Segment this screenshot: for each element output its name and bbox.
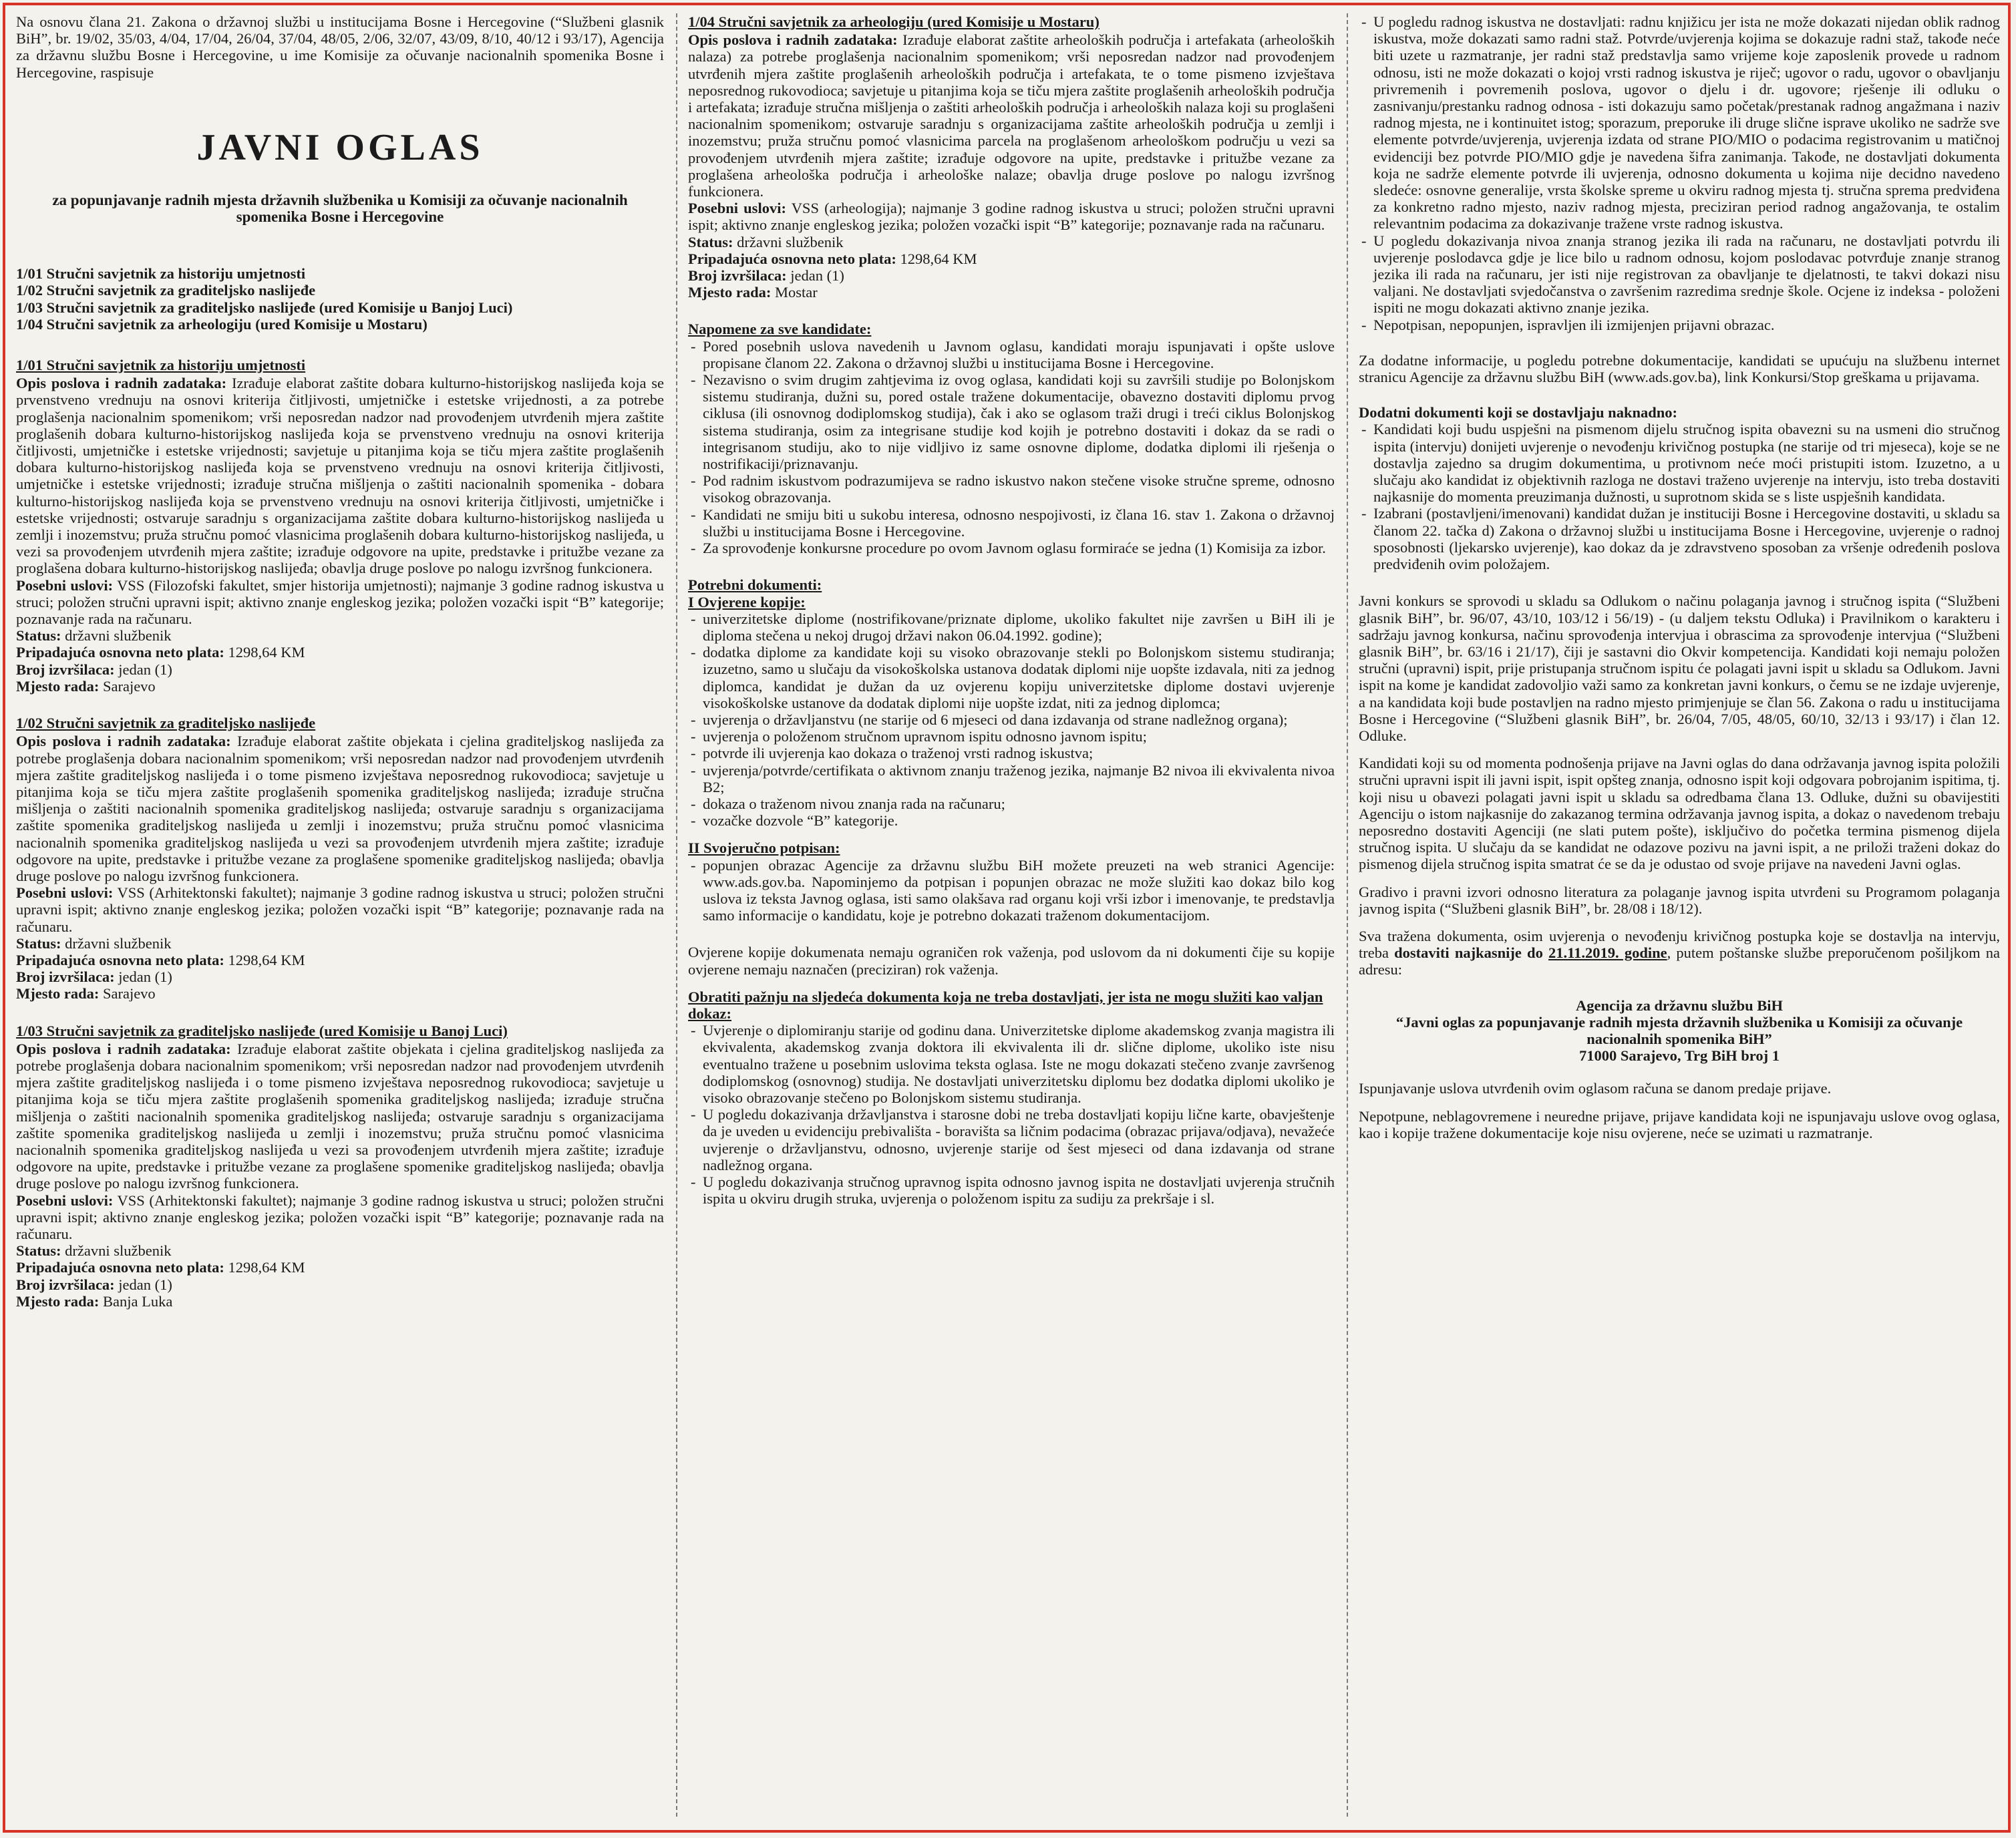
position-count bbox=[16, 1276, 664, 1293]
label-plata: Pripadajuća osnovna neto plata: bbox=[16, 951, 224, 968]
position-description bbox=[16, 1041, 664, 1192]
list-item: - popunjen obrazac Agencije za državnu službu BiH možete preuzeti na web stranici Agencije: www.ads.gov.ba. Napominjemo da potpisan i popunjen obrazac ne može služiti kao dokaz bilo kog uslova iz teksta Javnog oglasa, isti samo olakšava rad organu koji vrši izbor i imenovanje, te predstavlja samo informacije o kandidatu, koje je potrebno dokazati traženom dokumentacijom. bbox=[703, 857, 1335, 924]
position-status bbox=[16, 627, 664, 644]
additional-documents-section bbox=[1359, 404, 2000, 572]
position-heading: 1/02 Stručni savjetnik za graditeljsko naslijeđe bbox=[16, 715, 316, 732]
position-status bbox=[16, 1242, 664, 1259]
status-value: državni službenik bbox=[737, 233, 844, 250]
count-value: jedan (1) bbox=[790, 267, 844, 285]
position-location bbox=[16, 1293, 664, 1310]
signed-form-list bbox=[688, 857, 1335, 924]
position-salary bbox=[16, 644, 664, 661]
column-3 bbox=[1359, 13, 2000, 1817]
count-value: jedan (1) bbox=[118, 661, 172, 678]
salary-value: 1298,64 KM bbox=[228, 1259, 305, 1276]
literature-paragraph: Gradivo i pravni izvori odnosno literatura za polaganje javnog ispita utvrđeni su Programom polaganja javnog ispita (“Službeni glasnik BiH”, br. 28/08 i 18/12). bbox=[1359, 883, 2000, 917]
position-salary bbox=[16, 952, 664, 968]
list-item: - uvjerenja/potvrde/certifikata o aktivnom znanju traženog jezika, najmanje B2 nivoa ili ekvivalenta nivoa B2; bbox=[703, 762, 1335, 795]
column-divider bbox=[676, 13, 677, 1817]
attention-list bbox=[688, 1022, 1335, 1207]
documents-heading: Potrebni dokumenti: bbox=[688, 576, 822, 594]
position-1-03 bbox=[16, 1023, 664, 1310]
position-1-04 bbox=[688, 13, 1335, 301]
position-salary bbox=[688, 250, 1335, 267]
list-item: - vozačke dozvole “B” kategorije. bbox=[703, 812, 1335, 829]
positions-list-item: 1/01 Stručni savjetnik za historiju umjetnosti bbox=[16, 265, 306, 283]
position-description bbox=[688, 31, 1335, 200]
position-requirements bbox=[688, 200, 1335, 233]
documents-section bbox=[688, 576, 1335, 924]
positions-list bbox=[16, 265, 664, 333]
address-line: “Javni oglas za popunjavanje radnih mjesta državnih službenika u Komisiji za očuvanje nacionalnih spomenika BiH” bbox=[1395, 1013, 1963, 1047]
position-heading: 1/03 Stručni savjetnik za graditeljsko naslijeđe (ured Komisije u Banoj Luci) bbox=[16, 1022, 508, 1039]
list-item: - Pored posebnih uslova navedenih u Javnom oglasu, kandidati moraju ispunjavati i opšte uslove propisane članom 22. Zakona o državnoj službi u institucijama Bosne i Hercegovine. bbox=[703, 338, 1335, 371]
location-value: Banja Luka bbox=[102, 1292, 173, 1310]
rejection-paragraph: Nepotpune, neblagovremene i neuredne prijave, prijave kandidata koji ne ispunjavaju uslove ovog oglasa, kao i kopije tražene dokumentacije koje nisu ovjerene, neće se uzimati u razmatranje. bbox=[1359, 1107, 2000, 1141]
requirements-text: VSS (arheologija); najmanje 3 godine radnog iskustva u struci; položen stručni upravni ispit; aktivno znanje engleskog jezika; položen vozački ispit “B” kategorije; poznavanje rada na računaru. bbox=[688, 200, 1335, 234]
certified-copies-list bbox=[688, 610, 1335, 830]
position-count bbox=[688, 267, 1335, 284]
label-plata: Pripadajuća osnovna neto plata: bbox=[688, 250, 896, 267]
position-heading: 1/01 Stručni savjetnik za historiju umjetnosti bbox=[16, 357, 306, 374]
column-2 bbox=[688, 13, 1335, 1817]
position-1-01 bbox=[16, 357, 664, 695]
attention-list-continued bbox=[1359, 13, 2000, 333]
column-1 bbox=[16, 13, 664, 1817]
description-text: Izrađuje elaborat zaštite objekata i cjelina graditeljskog naslijeđa za potrebe proglašenja dobara nacionalnim spomenikom; vrši neposredan nadzor nad provođenjem utvrđenih mjera zaštite graditeljskog naslijeđa i o tome pismeno izvještava neposrednog rukovodioca; savjetuje u pitanjima koja se tiču mjera zaštite proglašenih spomenika graditeljskog naslijeđa; izrađuje stručna mišljenja o zaštiti nacionalnih spomenika graditeljskog naslijeđa; ostvaruje saradnju s organizacijama zaštite spomenika graditeljskog naslijeđa u zemlji i inozemstvu; pruža stručnu pomoć vlasnicima nacionalnih spomenika graditeljskog naslijeđa u vezi sa provođenjem utvrđenih mjera zaštite; izrađuje odgovore na upite, predstavke i pritužbe vezane za proglašene spomenike graditeljskog naslijeđa; obavlja druge poslove po nalogu izvršnog funkcionera. bbox=[16, 1040, 664, 1192]
list-item: - U pogledu radnog iskustva ne dostavljati: radnu knjižicu jer ista ne može dokazati nijedan oblik radnog iskustva, može dokazati samo radni staž. Potvrde/uvjerenja kojima se dokazuje radni staž, takođe neće biti uzete u razmatranje, jer radni staž predstavlja samo vrijeme koje zaposlenik provede u radnom odnosu, isti ne može dokazati o kojoj vrsti radnog iskustva je riječ; ugovor o radu, ugovor o obavljanju privremenih i povremenih poslova, ugovor o djelu i dr. ugovore; rješenje ili odluku o zasnivanju/prestanku radnog odnosa - isti dokazuju samo početak/prestanak radnog angažmana i naziv radnog mjesta, ne i kontinuitet istog; sporazum, preporuke ili druge slične isprave ukoliko ne sadrže sve elemente potvrde/uvjerenja, uvjerenja izdata od strane PIO/MIO o podacima registrovanim u matičnoj evidenciji bez potvrde PIO/MIO gdje je navedena šifra zanimanja. Takođe, ne dostavljati dokumenta koja ne sadrže elemente potvrde ili uvjerenja, odnosno dokumenta u kojima nije decidno navedeno sledeće: osnovne generalije, vrsta školske spreme u okviru radnog mjesta tj. stručna sprema predviđena za konkretno radno mjesto, naziv radnog mjesta, preciziran period radnog angažovanja, te ostalim relevantnim podacima za dokazivanje tražene vrste radnog iskustva. bbox=[1373, 13, 2000, 232]
description-text: Izrađuje elaborat zaštite dobara kulturno-historijskog naslijeđa koja se prvenstveno vrednuju na osnovi kriterija čitljivosti, umjetničke i estetske vrijednosti, a za potrebe proglašenja nacionalnim spomenikom; vrši neposredan nadzor nad provođenjem utvrđenih mjera zaštite proglašenih dobara kulturno-historijskog naslijeđa koja se prvenstveno vrednuju na osnovi kriterija čitljivosti, umjetničke i estetske vrijednosti; savjetuje u pitanjima koja se tiču mjera zaštite proglašenih dobara kulturno-historijskog naslijeđa koja se prvenstveno vrednuju na osnovi kriterija čitljivosti, umjetničke i estetske vrijednosti; izrađuje stručna mišljenja o zaštiti nacionalnih spomenika - dobara kulturno-historijskog naslijeđa koja se prvenstveno vrednuju na osnovi kriterija čitljivosti, umjetničke i estetske vrijednosti; ostvaruje saradnju s organizacijama zaštite dobara kulturno-historijskog naslijeđa u zemlji i inozemstvu; pruža stručnu pomoć vlasnicima proglašenih dobara kulturno-historijskog naslijeđa, u vezi sa provođenjem utvrđenih mjera zaštite; izrađuje odgovore na upite, predstavke i pritužbe vezane za proglašena dobara kulturno-historijskog naslijeđa; obavlja druge poslove po nalogu izvršnog funkcionera. bbox=[16, 375, 664, 577]
position-requirements bbox=[16, 1192, 664, 1243]
positions-list-item: 1/03 Stručni savjetnik za graditeljsko naslijeđe (ured Komisije u Banjoj Luci) bbox=[16, 299, 513, 316]
list-item: - Za sprovođenje konkursne procedure po ovom Javnom oglasu formiraće se jedna (1) Komisija za izbor. bbox=[703, 540, 1335, 556]
signed-form-heading: II Svojeručno potpisan: bbox=[688, 840, 840, 857]
location-value: Sarajevo bbox=[102, 985, 156, 1002]
certified-copies-heading: I Ovjerene kopije: bbox=[688, 593, 806, 610]
description-text: Izrađuje elaborat zaštite objekata i cjelina graditeljskog naslijeđa za potrebe proglašenja dobara nacionalnim spomenikom; vrši neposredan nadzor nad provođenjem utvrđenih mjera zaštite graditeljskog naslijeđa i o tome pismeno izvještava neposrednog rukovodioca; savjetuje u pitanjima koja se tiču mjera zaštite proglašenih spomenika graditeljskog naslijeđa; izrađuje stručna mišljenja o zaštiti nacionalnih spomenika graditeljskog naslijeđa; ostvaruje saradnju s organizacijama zaštite spomenika graditeljskog naslijeđa u zemlji i inozemstvu; pruža stručnu pomoć vlasnicima nacionalnih spomenika graditeljskog naslijeđa u vezi sa provođenjem utvrđenih mjera zaštite; izrađuje odgovore na upite, predstavke i pritužbe vezane za proglašene spomenike graditeljskog naslijeđa; obavlja druge poslove po nalogu izvršnog funkcionera. bbox=[16, 733, 664, 884]
position-description bbox=[16, 733, 664, 884]
notes-section bbox=[688, 321, 1335, 556]
label-mjesto: Mjesto rada: bbox=[16, 677, 100, 695]
positions-list-item: 1/04 Stručni savjetnik za arheologiju (ured Komisije u Mostaru) bbox=[16, 315, 428, 333]
label-status: Status: bbox=[16, 627, 61, 645]
deadline-bold: dostaviti najkasnije do bbox=[1394, 944, 1549, 962]
position-status bbox=[16, 935, 664, 952]
list-item: - dokaza o traženom nivou znanja rada na računaru; bbox=[703, 795, 1335, 812]
count-value: jedan (1) bbox=[118, 1276, 172, 1293]
count-value: jedan (1) bbox=[118, 968, 172, 986]
location-value: Sarajevo bbox=[102, 677, 156, 695]
position-status bbox=[688, 234, 1335, 250]
deadline-date: 21.11.2019. godine bbox=[1548, 944, 1667, 962]
label-broj: Broj izvršilaca: bbox=[16, 968, 115, 986]
attention-section bbox=[688, 988, 1335, 1208]
status-value: državni službenik bbox=[65, 627, 172, 645]
list-item: - Uvjerenje o diplomiranju starije od godinu dana. Univerzitetske diplome akademskog zvanja magistra ili ekvivalenta, akademskog zvanja doktora ili ekvivalenta ili dr. slične diplome, ukoliko iste nisu eventualno tražene u posebnim uslovima teksta oglasa. Iste ne mogu dokazati stečeno zvanje završenog dodiplomskog (osnovnog) studija. Ne dostavljati univerzitetsku diplomu bez dodatka diplomi ukoliko je visoko obrazovanje stečeno po Bolonjskom sistemu studiranja. bbox=[703, 1022, 1335, 1106]
salary-value: 1298,64 KM bbox=[228, 951, 305, 968]
position-1-02 bbox=[16, 715, 664, 1002]
position-requirements bbox=[16, 884, 664, 935]
label-opis: Opis poslova i radnih zadataka: bbox=[16, 1040, 231, 1057]
list-item: - U pogledu dokazivanja stručnog upravnog ispita odnosno javnog ispita ne dostavljati uvjerenja stručnih ispita u okviru drugih struka, uvjerenja o položenom ispitu za sudiju za prekršaje i sl. bbox=[703, 1173, 1335, 1207]
salary-value: 1298,64 KM bbox=[228, 644, 305, 661]
list-item: - Nezavisno o svim drugim zahtjevima iz ovog oglasa, kandidati koji su završili studije po Bolonjskom sistemu studiranja, dužni su, pored ostale tražene dokumentacije, obavezno dostaviti diplomu prvog ciklusa (ili osnovnog dodiplomskog studija), čak i ako se oglasom traži drugi i treći ciklus Bolonjskog sistema studiranja, osim za integrisane studije kod kojih je potrebno dostaviti i dokaz da se radi o integrisanom studiju, ako to nije vidljivo iz same osnovne diplome, dodatka diplomi ili rješenja o nostrifikaciji/priznavanju. bbox=[703, 371, 1335, 472]
location-value: Mostar bbox=[774, 284, 818, 301]
deadline-paragraph bbox=[1359, 928, 2000, 978]
salary-value: 1298,64 KM bbox=[900, 250, 977, 267]
status-value: državni službenik bbox=[65, 1242, 172, 1260]
candidates-paragraph: Kandidati koji su od momenta podnošenja prijave na Javni oglas do dana održavanja javnog ispita položili stručni upravni ispit ili javni ispit, ispit opšteg znanja, odnosno ispit koji odgovara pobrojanim ispitima, tj. koji nisu u obavezi polagati javni ispit u skladu sa odredbama člana 13. Odluke, dužni su obavijestiti Agenciju o istom najkasnije do zakazanog termina održavanja javnog ispita, a dokaz o navedenom trebaju neposredno dostaviti Agenciji (ne slati putem pošte), isključivo do početka termina pismenog dijela stručnog ispita. U slučaju da se kandidat ne odazove pozivu na javni ispit, a ne priloži traženi dokaz do pismenog dijela stručnog ispita smatrat će se da je odustao od svoje prijave na navedeni Javni oglas. bbox=[1359, 755, 2000, 873]
label-broj: Broj izvršilaca: bbox=[688, 267, 787, 285]
label-broj: Broj izvršilaca: bbox=[16, 1276, 115, 1293]
position-location bbox=[16, 985, 664, 1002]
deadline-text: Sva tražena dokumenta, osim uvjerenja o nevođenju krivičnog postupka koje se dostavlja na intervju, treba bbox=[1359, 927, 2000, 962]
label-uslovi: Posebni uslovi: bbox=[16, 884, 114, 902]
intro-paragraph: Na osnovu člana 21. Zakona o državnoj službi u institucijama Bosne i Hercegovine (“Službeni glasnik BiH”, br. 19/02, 35/03, 4/04, 17/04, 26/04, 37/04, 48/05, 2/06, 32/07, 43/09, 8/10, 40/12 i 93/17), Agencija za državnu službu Bosne i Hercegovine, u ime Komisije za očuvanje nacionalnih spomenika Bosne i Hercegovine, raspisuje bbox=[16, 13, 664, 81]
info-paragraph: Za dodatne informacije, u pogledu potrebne dokumentacije, kandidati se upućuju na službenu internet stranicu Agencije za državnu službu BiH (www.ads.gov.ba), link Konkursi/Stop greškama u prijavama. bbox=[1359, 351, 2000, 386]
list-item: - Kandidati ne smiju biti u sukobu interesa, odnosno nespojivosti, iz člana 16. stav 1. Zakona o državnoj službi u institucijama Bosne i Hercegovine. bbox=[703, 506, 1335, 540]
position-location bbox=[16, 678, 664, 695]
attention-heading: Obratiti pažnju na sljedeća dokumenta koja ne treba dostavljati, jer ista ne mogu služiti kao valjan dokaz: bbox=[688, 988, 1323, 1022]
list-item: - univerzitetske diplome (nostrifikovane/priznate diplome, ukoliko fakultet nije završen u BiH ili je diploma stečena u nekoj drugoj državi nakon 06.04.1992. godine); bbox=[703, 610, 1335, 644]
list-item: - potvrde ili uvjerenja kao dokaza o traženoj vrsti radnog iskustva; bbox=[703, 745, 1335, 761]
label-plata: Pripadajuća osnovna neto plata: bbox=[16, 1259, 224, 1276]
column-divider bbox=[1347, 13, 1348, 1817]
label-opis: Opis poslova i radnih zadataka: bbox=[16, 733, 231, 750]
label-mjesto: Mjesto rada: bbox=[16, 985, 100, 1002]
list-item: - U pogledu dokazivanja nivoa znanja stranog jezika ili rada na računaru, ne dostavljati potvrdu ili uvjerenje poslodavca gdje je lice bilo u radnom odnosu, kojom poslodavac potvrđuje znanje stranog jezika ili rada na računaru, jer isti nije registrovan za obavljanje te djelatnosti, te takvi dokazi nisu valjani. Ne dostavljati svjedočanstva o završenim razredima srednje škole. Ocjene iz indeksa - položeni ispiti ne mogu dokazati aktivno znanje jezika. bbox=[1373, 232, 2000, 317]
positions-list-item: 1/02 Stručni savjetnik za graditeljsko naslijeđe bbox=[16, 282, 316, 299]
label-plata: Pripadajuća osnovna neto plata: bbox=[16, 644, 224, 661]
list-item: - uvjerenja o državljanstvu (ne starije od 6 mjeseci od dana izdavanja od strane nadležnog organa); bbox=[703, 711, 1335, 728]
label-status: Status: bbox=[16, 1242, 61, 1260]
list-item: - U pogledu dokazivanja državljanstva i starosne dobi ne treba dostavljati kopiju lične karte, obavještenje da je uveden u evidenciju prebivališta - boravišta sa ličnim podacima (obrazac prijava/odjava), nevažeće uvjerenje o državljanstvu, odnosno, uvjerenje starije od šest mjeseci od dana izdavanja od strane nadležnog organa. bbox=[703, 1106, 1335, 1173]
position-heading: 1/04 Stručni savjetnik za arheologiju (ured Komisije u Mostaru) bbox=[688, 13, 1100, 30]
notes-heading: Napomene za sve kandidate: bbox=[688, 321, 872, 338]
address-line: Agencija za državnu službu BiH bbox=[1575, 996, 1784, 1014]
requirements-text: VSS (Arhitektonski fakultet); najmanje 3 godine radnog iskustva u struci; položen stručni upravni ispit; aktivno znanje engleskog jezika; položen vozački ispit “B” kategorije; poznavanje rada na računaru. bbox=[16, 1191, 664, 1242]
position-count bbox=[16, 661, 664, 678]
mailing-address bbox=[1359, 997, 2000, 1065]
document-subtitle: za popunjavanje radnih mjesta državnih službenika u Komisiji za očuvanje nacionalnih spomenika Bosne i Hercegovine bbox=[52, 191, 628, 226]
additional-documents-heading: Dodatni dokumenti koji se dostavljaju naknadno: bbox=[1359, 404, 1677, 421]
label-uslovi: Posebni uslovi: bbox=[688, 200, 786, 217]
list-item: - dodatka diplome za kandidate koji su visoko obrazovanje stekli po Bolonjskom sistemu studiranja; izuzetno, samo u slučaju da visokoškolska ustanova dodatak diplomi nije uopšte izdavala, niti za jednog diplomca, kandidat je dužan da uz ovjerenu kopiju univerzitetske diplome dostavi uvjerenje visokoškolske ustanove da dodatak diplomi nije uopšte izdat, niti za jednog diplomca; bbox=[703, 644, 1335, 711]
eligibility-paragraph: Ispunjavanje uslova utvrđenih ovim oglasom računa se danom predaje prijave. bbox=[1359, 1080, 1832, 1097]
label-broj: Broj izvršilaca: bbox=[16, 661, 115, 678]
requirements-text: VSS (Filozofski fakultet, smjer historija umjetnosti); najmanje 3 godine radnog iskustva u struci; položen stručni upravni ispit; aktivno znanje engleskog jezika; položen vozački ispit “B” kategorije; poznavanje rada na računaru. bbox=[16, 576, 664, 628]
status-value: državni službenik bbox=[65, 934, 172, 952]
document-title: JAVNI OGLAS bbox=[196, 126, 484, 168]
notes-list bbox=[688, 338, 1335, 557]
requirements-text: VSS (Arhitektonski fakultet); najmanje 3 godine radnog iskustva u struci; položen stručni upravni ispit; aktivno znanje engleskog jezika; položen vozački ispit “B” kategorije; poznavanje rada na računaru. bbox=[16, 884, 664, 935]
label-uslovi: Posebni uslovi: bbox=[16, 1191, 114, 1209]
list-item: - Izabrani (postavljeni/imenovani) kandidat dužan je instituciji Bosne i Hercegovine dostaviti, u skladu sa članom 22. tačka d) Zakona o državnoj službi u institucijama Bosne i Hercegovine, uvjerenje o radnoj sposobnosti (ljekarsko uvjerenje), kao dokaz da je zdravstveno sposoban za vršenje određenih poslova predviđenih ovim položajem. bbox=[1373, 505, 2000, 572]
deadline-text-end: , putem poštanske službe preporučenom pošiljkom na adresu: bbox=[1359, 944, 2000, 978]
position-location bbox=[688, 284, 1335, 301]
position-description bbox=[16, 375, 664, 576]
label-opis: Opis poslova i radnih zadataka: bbox=[688, 31, 898, 49]
position-requirements bbox=[16, 577, 664, 628]
label-status: Status: bbox=[688, 233, 733, 250]
list-item: - uvjerenja o položenom stručnom upravnom ispitu odnosno javnom ispitu; bbox=[703, 728, 1335, 745]
list-item: - Kandidati koji budu uspješni na pismenom dijelu stručnog ispita obavezni su na usmeni dio stručnog ispita (intervju) donijeti uvjerenje o nevođenju krivičnog postupka (ne starije od tri mjeseca), koje se ne dostavlja zajedno sa drugim dokumentima, u protivnom neće moći pristupiti istom. Izuzetno, a u slučaju ako kandidat iz objektivnih razloga ne dostavi traženo uvjerenje na intervju, isto treba dostaviti najkasnije do momenta preuzimanja dužnosti, u suprotnom skida se s liste uspješnih kandidata. bbox=[1373, 421, 2000, 505]
list-item: - Pod radnim iskustvom podrazumijeva se radno iskustvo nakon stečene visoke stručne spreme, odnosno visokog obrazovanja. bbox=[703, 472, 1335, 506]
label-mjesto: Mjesto rada: bbox=[16, 1292, 100, 1310]
label-opis: Opis poslova i radnih zadataka: bbox=[16, 375, 227, 392]
address-line: 71000 Sarajevo, Trg BiH broj 1 bbox=[1579, 1047, 1780, 1065]
position-count bbox=[16, 968, 664, 985]
list-item: - Nepotpisan, nepopunjen, ispravljen ili izmijenjen prijavni obrazac. bbox=[1373, 317, 2000, 333]
label-mjesto: Mjesto rada: bbox=[688, 284, 772, 301]
label-uslovi: Posebni uslovi: bbox=[16, 576, 114, 594]
additional-documents-list bbox=[1359, 421, 2000, 572]
certified-copies-note: Ovjerene kopije dokumenata nemaju ograničen rok važenja, pod uslovom da ni dokumenti čije su kopije ovjerene nemaju naznačen (preciziran) rok važenja. bbox=[688, 944, 1335, 978]
position-salary bbox=[16, 1259, 664, 1276]
description-text: Izrađuje elaborat zaštite arheoloških područja i artefakata (arheoloških nalaza) za potrebe proglašenja nacionalnim spomenikom; vrši neposredan nadzor nad provođenjem utvrđenih mjera zaštite proglašenih arheoloških područja i artefakata, te o tome pismeno izvještava neposrednog rukovodioca; savjetuje u pitanjima koja se tiču mjera zaštite proglašenih arheoloških područja i artefakata; izrađuje stručna mišljenja o zaštiti arheoloških područja i arheoloških nalaza koji su proglašeni nacionalnim spomenikom; ostvaruje saradnju s organizacijama zaštite arheoloških područja u zemlji i inozemstvu; pruža stručnu pomoć vlasnicima parcela na proglašenom arheološkom području u vezi sa provođenjem utvrđenih mjera zaštite; izrađuje odgovore na upite, predstavke i pritužbe vezane za proglašena arheološka područja i arheološke nalaze; obavlja druge poslove po nalogu izvršnog funkcionera. bbox=[688, 31, 1335, 200]
competition-paragraph: Javni konkurs se sprovodi u skladu sa Odlukom o načinu polaganja javnog i stručnog ispita (“Službeni glasnik BiH”, br. 96/07, 43/10, 103/12 i 56/19) - (u daljem tekstu Odluka) i Pravilnikom o karakteru i sadržaju javnog konkursa, načinu sprovođenja intervjua i obrascima za sprovođenje intervjua (“Službeni glasnik BiH”, br. 63/16 i 21/17), čiji je sastavni dio Okvir kompetencija. Kandidati koji nemaju položen stručni (upravni) ispit, prije pristupanja stručnom ispitu će polagati javni ispit u skladu sa Odlukom. Javni ispit na kome je kandidat zadovoljio važi samo za konkretan javni konkurs, o čemu se ne izdaje uvjerenje, a na kandidata koji bude postavljen na radno mjesto primjenjuje se član 56. Zakona o radu u institucijama Bosne i Hercegovine (“Službeni glasnik BiH”, br. 26/04, 7/05, 48/05, 60/10, 32/13 i 93/17) i član 12. Odluke. bbox=[1359, 592, 2000, 744]
label-status: Status: bbox=[16, 934, 61, 952]
